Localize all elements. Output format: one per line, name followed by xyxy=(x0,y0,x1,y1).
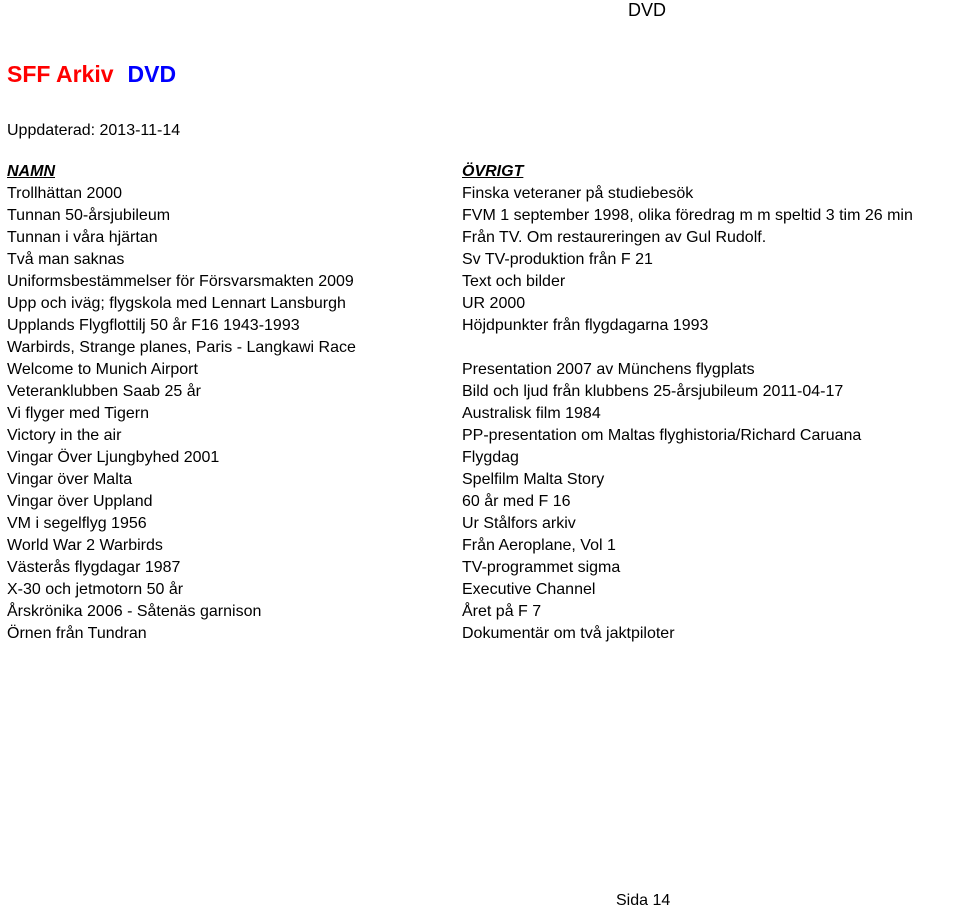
cell-name: Örnen från Tundran xyxy=(7,625,147,642)
cell-name: Vingar Över Ljungbyhed 2001 xyxy=(7,449,220,466)
table-row xyxy=(7,557,960,579)
cell-other: Presentation 2007 av Münchens flygplats xyxy=(462,361,755,378)
cell-other: Bild och ljud från klubbens 25-årsjubileum 2011-04-17 xyxy=(462,383,844,400)
cell-name: X-30 och jetmotorn 50 år xyxy=(7,581,184,598)
table-row xyxy=(7,491,960,513)
cell-name: Uniformsbestämmelser för Försvarsmakten 2009 xyxy=(7,273,354,290)
cell-other: PP-presentation om Maltas flyghistoria/Richard Caruana xyxy=(462,427,862,444)
cell-name: Warbirds, Strange planes, Paris - Langkawi Race xyxy=(7,339,356,356)
cell-other: Från Aeroplane, Vol 1 xyxy=(462,537,616,554)
table-row xyxy=(7,359,960,381)
cell-other: Spelfilm Malta Story xyxy=(462,471,605,488)
cell-name: Welcome to Munich Airport xyxy=(7,361,198,378)
cell-name: Veteranklubben Saab 25 år xyxy=(7,383,201,400)
title-category: DVD xyxy=(127,61,177,87)
table-row xyxy=(7,293,960,315)
cell-other xyxy=(462,337,960,359)
cell-name: Årskrönika 2006 - Såtenäs garnison xyxy=(7,603,262,620)
cell-other: FVM 1 september 1998, olika föredrag m m speltid 3 tim 26 min xyxy=(462,207,913,224)
table-row xyxy=(7,183,960,205)
cell-other: Text och bilder xyxy=(462,273,566,290)
table-row xyxy=(7,381,960,403)
cell-other: Från TV. Om restaureringen av Gul Rudolf. xyxy=(462,229,767,246)
table-row xyxy=(7,227,960,249)
header-label: DVD xyxy=(628,0,667,20)
cell-name: Tunnan i våra hjärtan xyxy=(7,229,158,246)
table-row xyxy=(7,205,960,227)
cell-name: Upp och iväg; flygskola med Lennart Lansburgh xyxy=(7,295,346,312)
updated-date: Uppdaterad: 2013-11-14 xyxy=(7,122,181,139)
table-row xyxy=(7,623,960,645)
table-row xyxy=(7,271,960,293)
cell-other: Dokumentär om två jaktpiloter xyxy=(462,625,675,642)
cell-other: Sv TV-produktion från F 21 xyxy=(462,251,653,268)
cell-name: VM i segelflyg 1956 xyxy=(7,515,147,532)
table-row xyxy=(7,425,960,447)
cell-other: Höjdpunkter från flygdagarna 1993 xyxy=(462,317,709,334)
cell-name: Trollhättan 2000 xyxy=(7,185,123,202)
cell-name: Två man saknas xyxy=(7,251,125,268)
column-header-other: ÖVRIGT xyxy=(462,163,524,180)
page-number: Sida 14 xyxy=(616,892,671,909)
table-row xyxy=(7,535,960,557)
table-row xyxy=(7,601,960,623)
title-archive: SFF Arkiv xyxy=(7,61,114,87)
cell-other: Flygdag xyxy=(462,449,519,466)
table-row xyxy=(7,447,960,469)
table-row xyxy=(7,469,960,491)
column-header-name: NAMN xyxy=(7,163,55,180)
table-row xyxy=(7,337,960,359)
cell-other: Australisk film 1984 xyxy=(462,405,601,422)
table-row xyxy=(7,249,960,271)
table-body xyxy=(7,183,960,645)
cell-name: World War 2 Warbirds xyxy=(7,537,163,554)
cell-name: Victory in the air xyxy=(7,427,122,444)
cell-other: Året på F 7 xyxy=(462,603,542,620)
table-row xyxy=(7,315,960,337)
cell-name: Vi flyger med Tigern xyxy=(7,405,149,422)
cell-other: Executive Channel xyxy=(462,581,596,598)
cell-other: Ur Stålfors arkiv xyxy=(462,515,576,532)
table-row xyxy=(7,513,960,535)
cell-name: Tunnan 50-årsjubileum xyxy=(7,207,171,224)
cell-other: TV-programmet sigma xyxy=(462,559,621,576)
cell-other: 60 år med F 16 xyxy=(462,493,571,510)
table-header-row xyxy=(7,161,960,183)
table-row xyxy=(7,579,960,601)
cell-name: Västerås flygdagar 1987 xyxy=(7,559,181,576)
cell-name: Vingar över Malta xyxy=(7,471,133,488)
cell-other: UR 2000 xyxy=(462,295,526,312)
table-row xyxy=(7,403,960,425)
cell-name: Vingar över Uppland xyxy=(7,493,153,510)
cell-name: Upplands Flygflottilj 50 år F16 1943-1993 xyxy=(7,317,300,334)
cell-other: Finska veteraner på studiebesök xyxy=(462,185,694,202)
page-title xyxy=(7,60,176,88)
dvd-table xyxy=(7,161,960,645)
